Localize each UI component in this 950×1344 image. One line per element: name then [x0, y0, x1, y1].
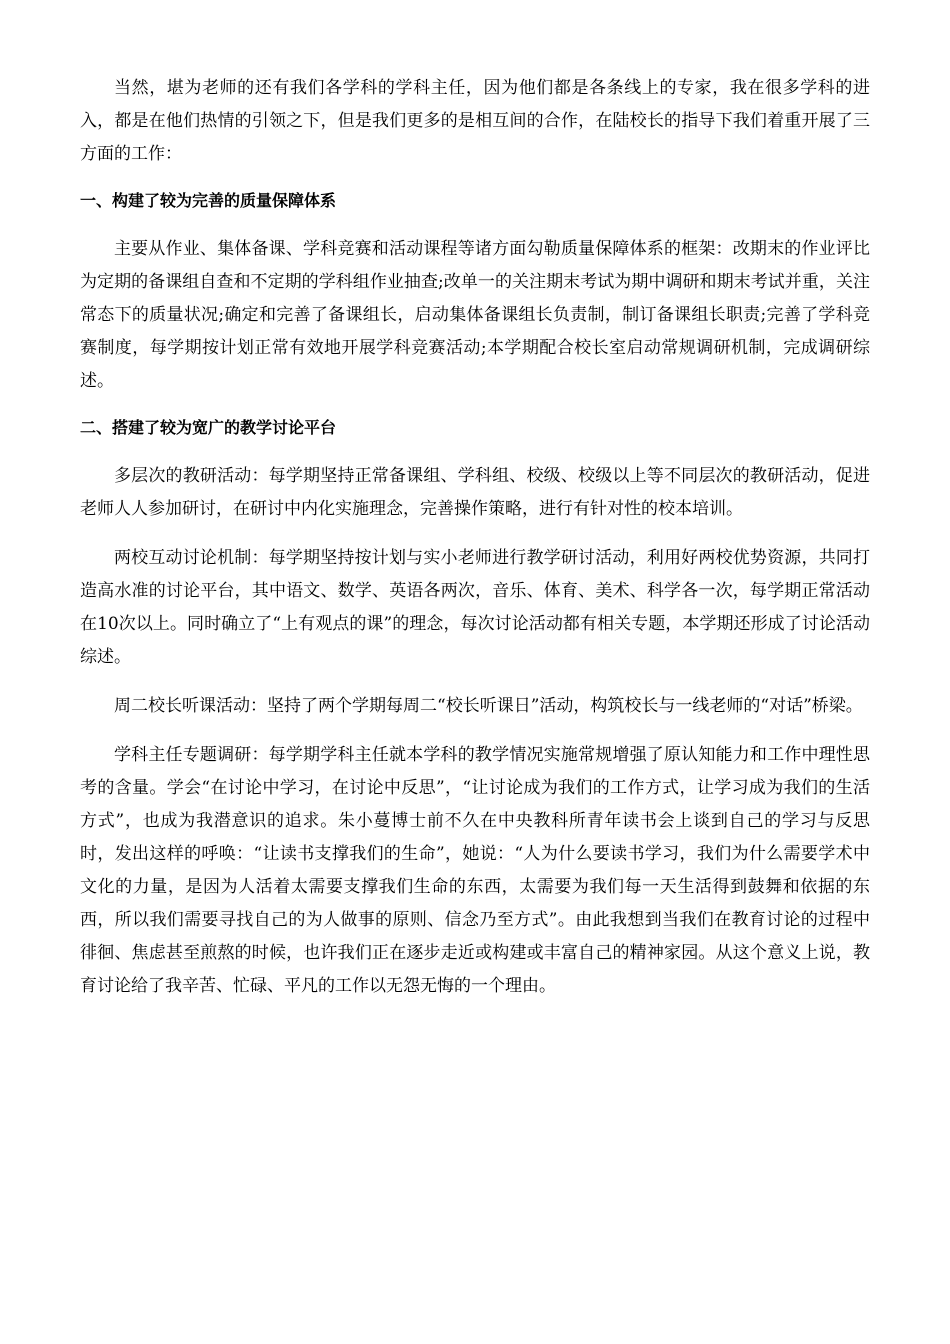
two-school-interaction-paragraph: 两校互动讨论机制：每学期坚持按计划与实小老师进行教学研讨活动，利用好两校优势资源，共同打造高水准的讨论平台，其中语文、数学、英语各两次，音乐、体育、美术、科学各一次，每学期正常活动在10次以上。同时确立了“上有观点的课”的理念，每次讨论活动都有相关专题，本学期还形成了讨论活动综述。: [80, 548, 870, 667]
quality-system-paragraph: 主要从作业、集体备课、学科竞赛和活动课程等诸方面勾勒质量保障体系的框架：改期末的作业评比为定期的备课组自查和不定期的学科组作业抽查;改单一的关注期末考试为期中调研和期末考试并重，关注常态下的质量状况;确定和完善了备课组长，启动集体备课组长负责制，制订备课组长职责;完善了学科竞赛制度，每学期按计划正常有效地开展学科竞赛活动;本学期配合校长室启动常规调研机制，完成调研综述。: [80, 239, 870, 391]
multi-level-research-paragraph: 多层次的教研活动：每学期坚持正常备课组、学科组、校级、校级以上等不同层次的教研活动，促进老师人人参加研讨，在研讨中内化实施理念，完善操作策略，进行有针对性的校本培训。: [80, 466, 870, 519]
intro-paragraph: 当然，堪为老师的还有我们各学科的学科主任，因为他们都是各条线上的专家，我在很多学科的进入，都是在他们热情的引领之下，但是我们更多的是相互间的合作，在陆校长的指导下我们着重开展了三方面的工作：: [80, 78, 870, 164]
section-heading-discussion-platform: 二、搭建了较为宽广的教学讨论平台: [80, 418, 337, 437]
tuesday-lesson-observation-paragraph: 周二校长听课活动：坚持了两个学期每周二“校长听课日”活动，构筑校长与一线老师的“对话”桥梁。: [114, 696, 863, 716]
section-heading-quality-system: 一、构建了较为完善的质量保障体系: [80, 191, 337, 210]
document-body: [80, 72, 870, 1019]
subject-director-research-paragraph: 学科主任专题调研：每学期学科主任就本学科的教学情况实施常规增强了原认知能力和工作中理性思考的含量。学会“在讨论中学习，在讨论中反思”，“让讨论成为我们的工作方式，让学习成为我们的生活方式”，也成为我潜意识的追求。朱小蔓博士前不久在中央教科所青年读书会上谈到自己的学习与反思时，发出这样的呼唤：“让读书支撑我们的生命”，她说：“人为什么要读书学习，我们为什么需要学术中文化的力量，是因为人活着太需要支撑我们生命的东西，太需要为我们每一天生活得到鼓舞和依据的东西，所以我们需要寻找自己的为人做事的原则、信念乃至方式”。由此我想到当我们在教育讨论的过程中徘徊、焦虑甚至煎熬的时候，也许我们正在逐步走近或构建或丰富自己的精神家园。从这个意义上说，教育讨论给了我辛苦、忙碌、平凡的工作以无怨无悔的一个理由。: [80, 745, 870, 996]
